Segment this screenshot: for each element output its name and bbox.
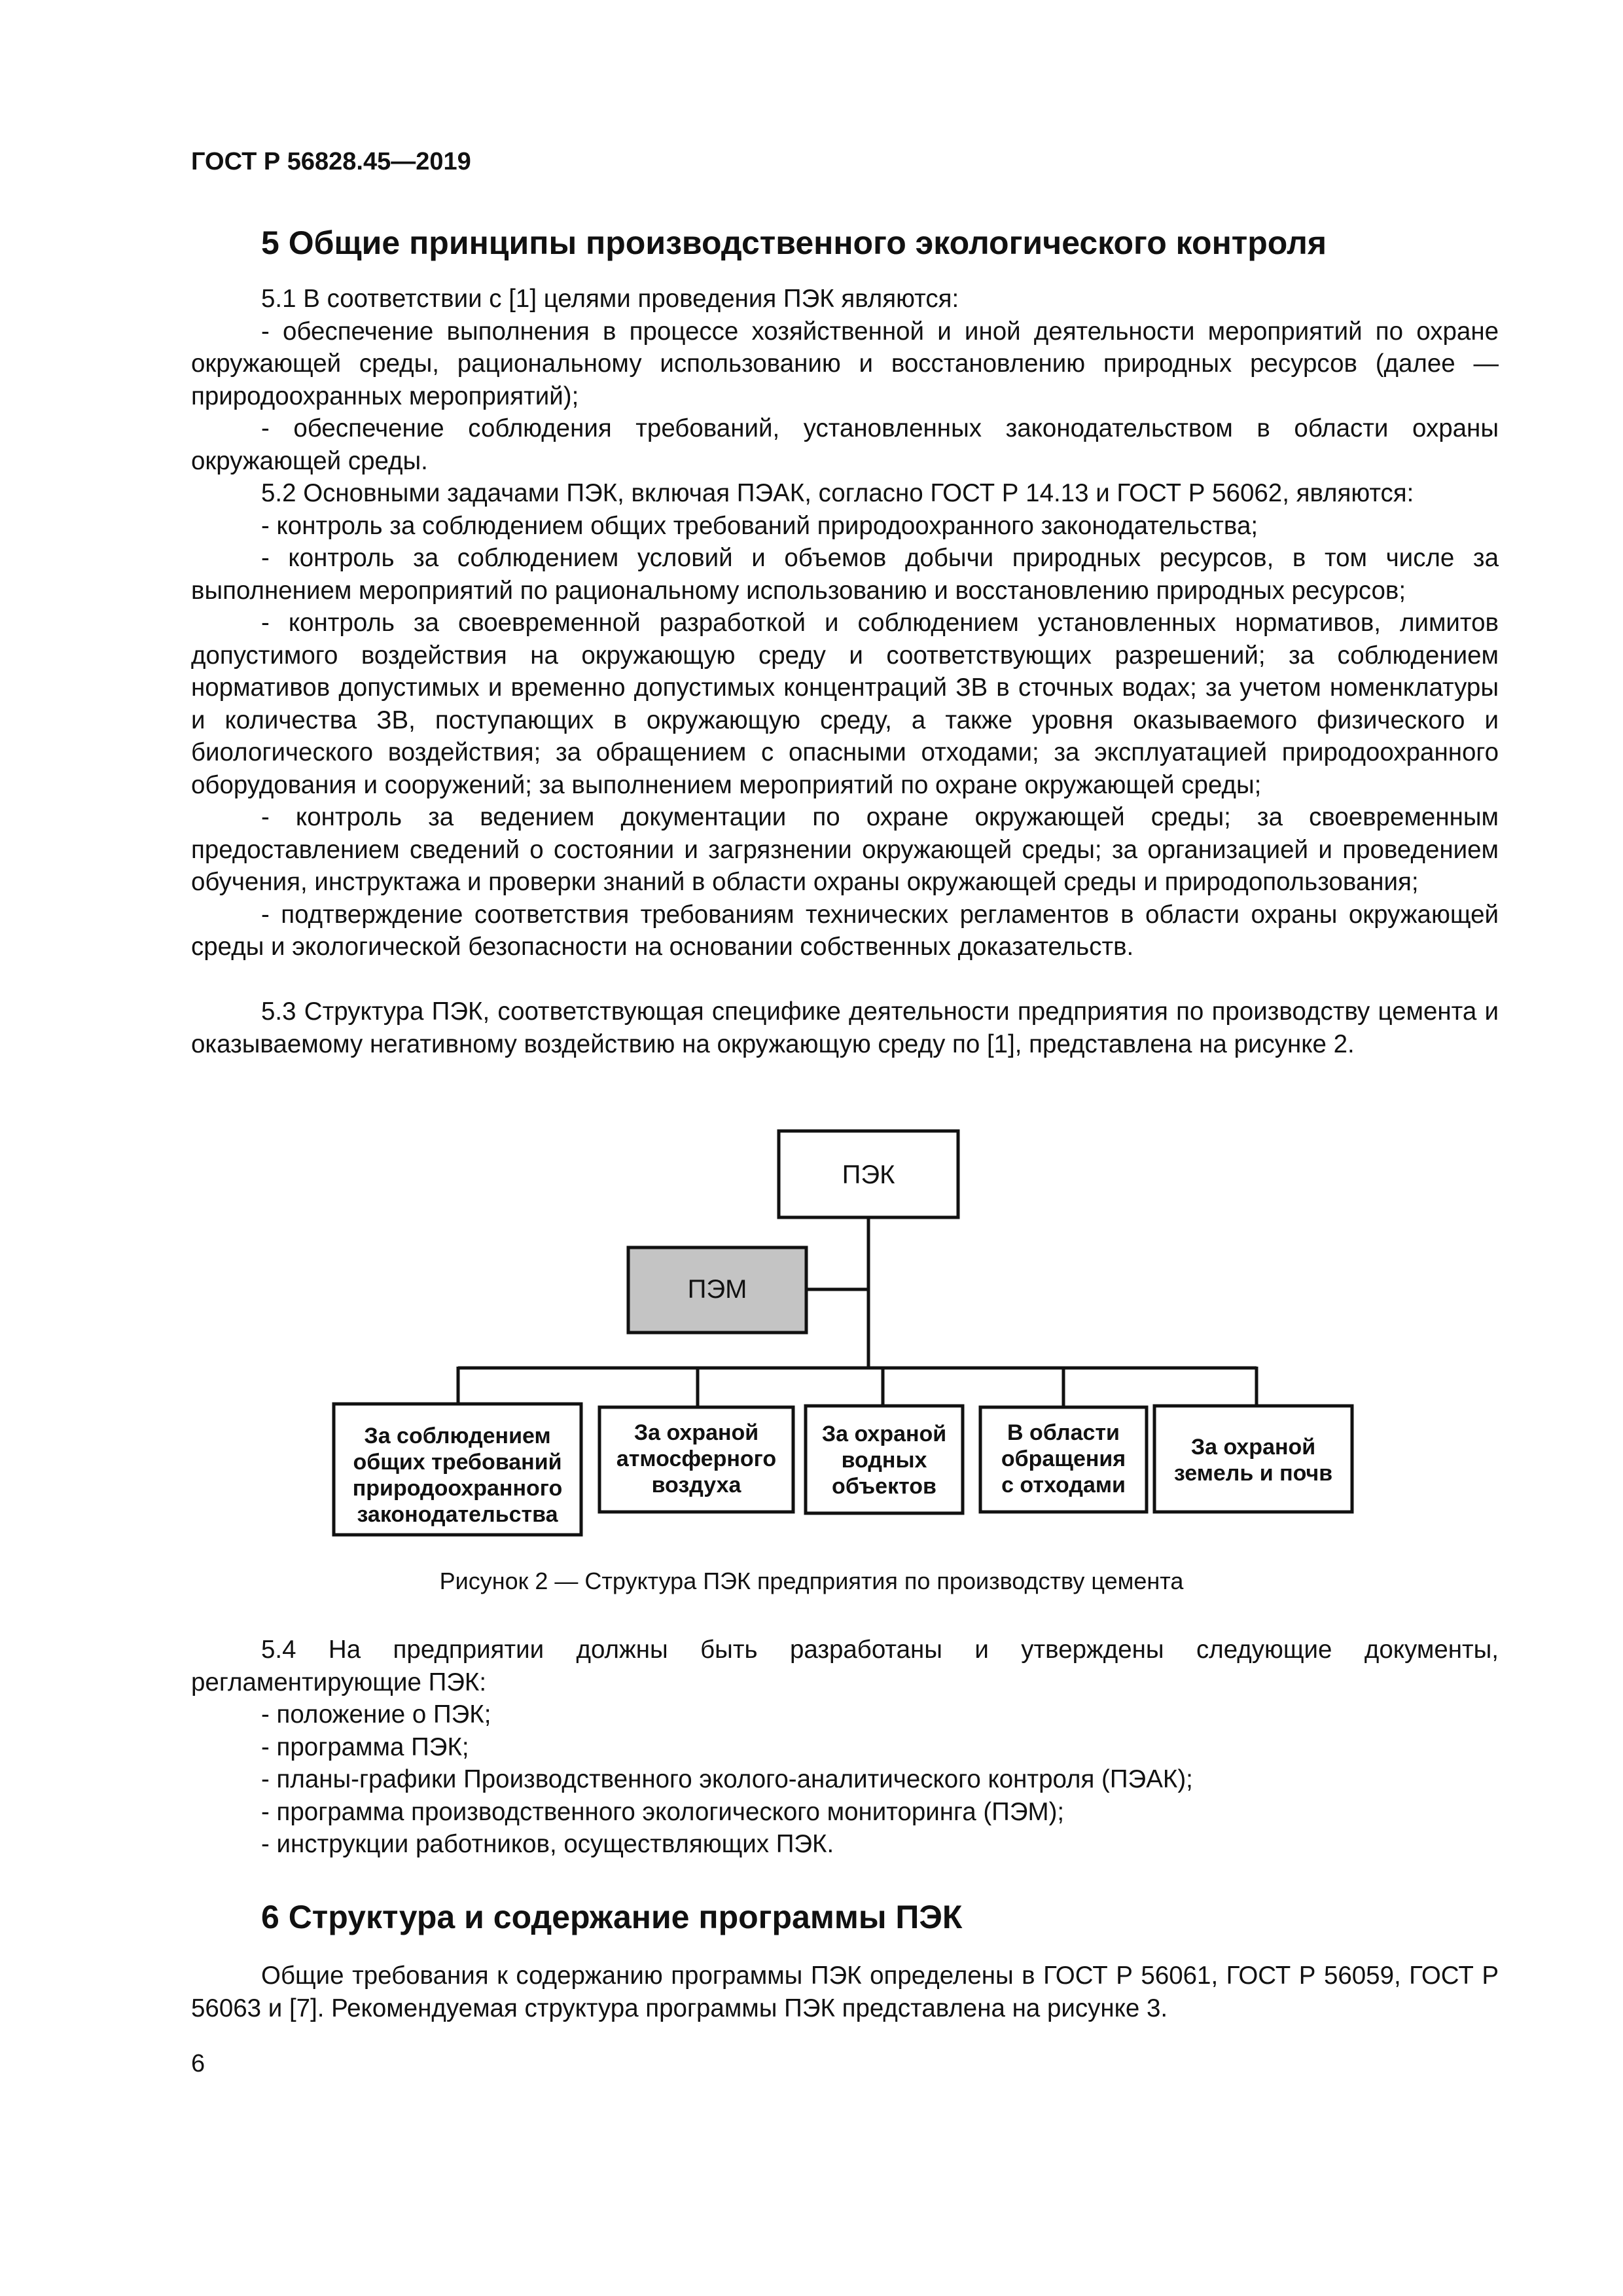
clause-5-4-item-2: - программа ПЭК; [261,1732,469,1761]
box-line: обращения [1001,1446,1126,1471]
clause-5-2-item-4: - контроль за ведением документации по охране окружающей среды; за своевременным предоставлением сведений о состоянии и загрязнении окружающей среды; за организацией и проведением обучения, инструктажа и проверки знаний в области охраны окружающей среды и природопользования; [191,803,1499,896]
section-6-paragraph: Общие требования к содержанию программы ПЭК определены в ГОСТ Р 56061, ГОСТ Р 56059, ГОСТ Р 56063 и [7]. Рекомендуемая структура программы ПЭК представлена на рисунке 3. [191,1962,1499,2022]
figure-2-caption: Рисунок 2 — Структура ПЭК предприятия по производству цемента [439,1568,1184,1594]
box-line: За соблюдением [364,1424,551,1448]
clause-5-1-item-2: - обеспечение соблюдения требований, установленных законодательством в области охраны окружающей среды. [191,414,1499,475]
clause-5-4-item-3: - планы-графики Производственного эколого-аналитического контроля (ПЭАК); [261,1765,1193,1793]
box-line: объектов [832,1474,936,1499]
box-line: с отходами [1001,1473,1126,1498]
clause-5-4-intro: 5.4 На предприятии должны быть разработаны и утверждены следующие документы, регламентирующие ПЭК: [191,1636,1499,1696]
clause-5-4 [191,1634,1499,1861]
box-line: воздуха [651,1473,741,1498]
box-line: водных [841,1448,927,1473]
box-line: В области [1007,1420,1120,1445]
pek-box-label: ПЭК [842,1160,895,1189]
clause-5-2-item-3: - контроль за своевременной разработкой и соблюдением установленных нормативов, лимитов допустимого воздействия на окружающую среду и соответствующих разрешений; за соблюдением нормативов допустимых и временно допустимых концентраций ЗВ в сточных водах; за учетом номенклатуры и количества ЗВ, поступающих в окружающую среду, а также уровня оказываемого физического и биологического воздействия; за обращением с опасными отходами; за эксплуатацией природоохранного оборудования и сооружений; за выполнением мероприятий по охране окружающей среды; [191,609,1499,799]
box-line: земель и почв [1173,1461,1333,1486]
pem-box-label: ПЭМ [687,1275,747,1304]
clause-5-2-intro: 5.2 Основными задачами ПЭК, включая ПЭАК, согласно ГОСТ Р 14.13 и ГОСТ Р 56062, являются: [261,479,1414,507]
box-line: За охраной [821,1422,947,1446]
clause-5-2-item-5: - подтверждение соответствия требованиям технических регламентов в области охраны окружающей среды и экологической безопасности на основании собственных доказательств. [191,900,1499,961]
section-6-body [191,1960,1499,2024]
box-line: атмосферного [616,1446,777,1471]
document-header: ГОСТ Р 56828.45—2019 [191,148,471,175]
section-5-title: 5 Общие принципы производственного экологического контроля [261,224,1327,261]
clause-5-2-item-2: - контроль за соблюдением условий и объемов добычи природных ресурсов, в том числе за выполнением мероприятий по рациональному использованию и восстановлению природных ресурсов; [191,544,1499,605]
box-line: природоохранного [352,1476,563,1501]
clause-5-4-item-4: - программа производственного экологического мониторинга (ПЭМ); [261,1797,1065,1826]
box-line: законодательства [357,1502,558,1527]
page-number: 6 [191,2050,205,2077]
box-line: За охраной [633,1420,759,1445]
section-6-title: 6 Структура и содержание программы ПЭК [261,1899,963,1935]
clause-5-4-item-5: - инструкции работников, осуществляющих ПЭК. [261,1830,834,1858]
box-line: общих требований [353,1450,562,1475]
clause-5-1-intro: 5.1 В соответствии с [1] целями проведения ПЭК являются: [261,285,959,313]
clause-5-1-item-1: - обеспечение выполнения в процессе хозяйственной и иной деятельности мероприятий по охране окружающей среды, рациональному использованию и восстановлению природных ресурсов (далее — природоохранных мероприятий); [191,317,1499,410]
clause-5-2-item-1: - контроль за соблюдением общих требований природоохранного законодательства; [261,511,1258,540]
box-line: За охраной [1190,1435,1316,1460]
section-6 [191,1898,1499,1936]
clause-5-3-text: 5.3 Структура ПЭК, соответствующая специфике деятельности предприятия по производству цемента и оказываемому негативному воздействию на окружающую среду по [1], представлена на рисунке 2. [191,997,1499,1058]
clause-5-4-item-1: - положение о ПЭК; [261,1700,491,1729]
